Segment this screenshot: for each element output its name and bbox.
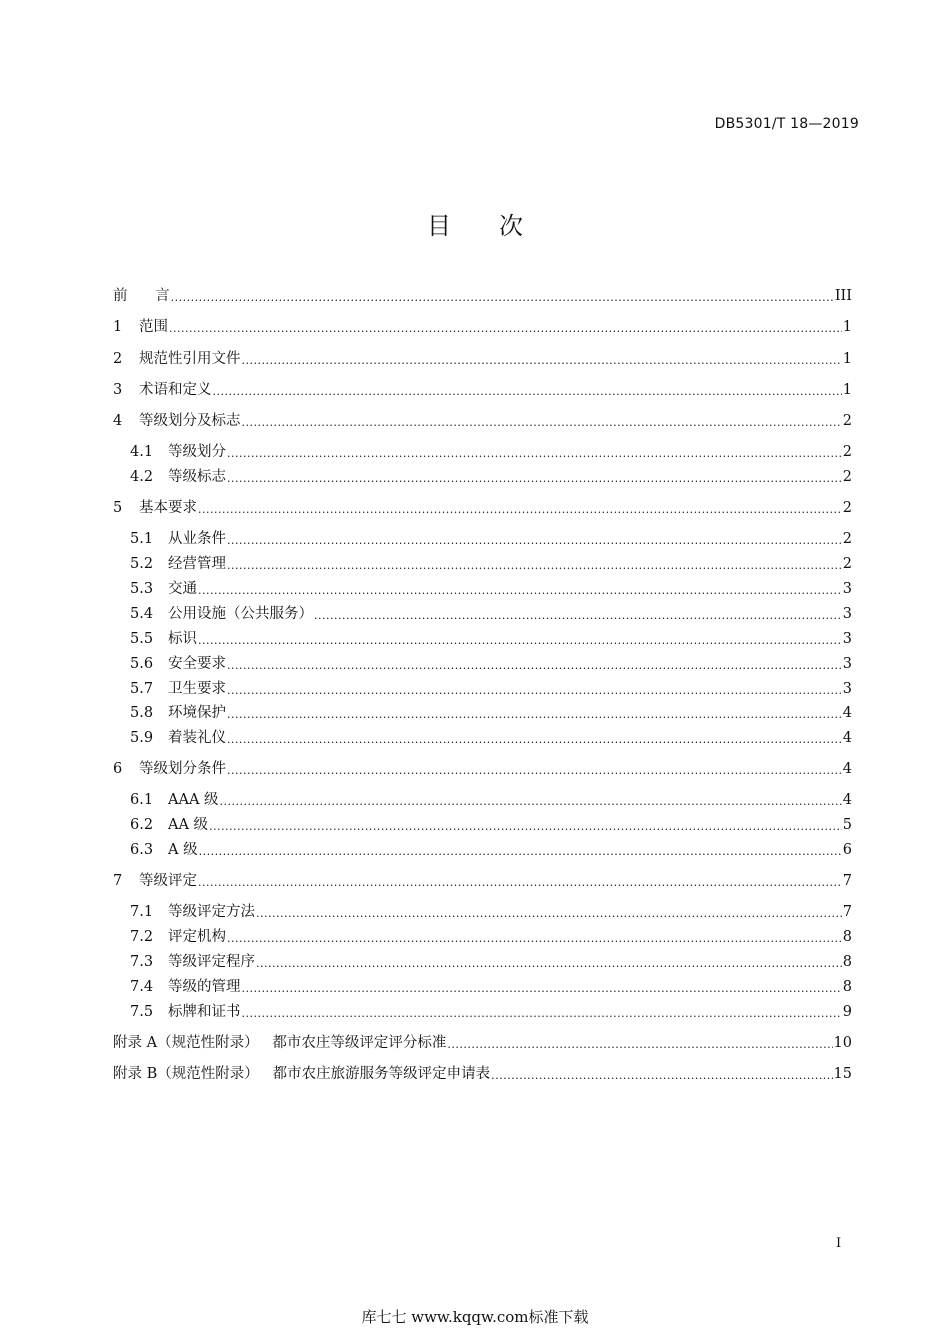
toc-entry-number: 附录 A（规范性附录） bbox=[113, 1035, 273, 1051]
toc-entry[interactable] bbox=[113, 410, 852, 432]
toc-leader-dots bbox=[227, 445, 842, 463]
toc-entry-label: 都市农庄旅游服务等级评定申请表 bbox=[272, 1066, 491, 1082]
toc-entry-page: 3 bbox=[842, 656, 852, 672]
toc-leader-dots bbox=[227, 470, 842, 488]
toc-leader-dots bbox=[227, 706, 842, 724]
toc-entry-number: 前 言 bbox=[113, 288, 170, 304]
toc-entry[interactable] bbox=[113, 870, 852, 892]
toc-entry-number: 5.9 bbox=[130, 730, 154, 746]
toc-entry-number: 7.4 bbox=[130, 979, 154, 995]
footer-watermark: 库七七 www.kqqw.com标准下载 bbox=[361, 1308, 589, 1326]
toc-entry-label: 公用设施（公共服务） bbox=[168, 606, 313, 622]
toc-entry-number: 6.3 bbox=[130, 842, 154, 858]
toc-entry[interactable] bbox=[113, 285, 852, 307]
toc-entry-number: 5.3 bbox=[130, 581, 154, 597]
toc-entry-number: 7.2 bbox=[130, 929, 154, 945]
toc-entry-label: 安全要求 bbox=[168, 656, 226, 672]
toc-entry-number: 6.1 bbox=[130, 792, 154, 808]
toc-leader-dots bbox=[227, 532, 842, 550]
toc-entry-number: 5.4 bbox=[130, 606, 154, 622]
toc-entry-page: 8 bbox=[842, 979, 852, 995]
toc-entry-number: 1 bbox=[113, 319, 123, 335]
toc-entry-label: 范围 bbox=[139, 319, 168, 335]
toc-entry-label: A 级 bbox=[168, 842, 198, 858]
toc-leader-dots bbox=[314, 607, 842, 625]
toc-entry-label: 着装礼仪 bbox=[168, 730, 226, 746]
toc-entry-number: 7.1 bbox=[130, 904, 154, 920]
toc-entry-label: 标识 bbox=[168, 631, 197, 647]
toc-entry-page: 2 bbox=[842, 413, 852, 429]
toc-entry-page: 2 bbox=[842, 500, 852, 516]
toc-entry-page: 3 bbox=[842, 606, 852, 622]
toc-entry-number: 6.2 bbox=[130, 817, 154, 833]
toc-leader-dots bbox=[227, 930, 842, 948]
toc-entry[interactable] bbox=[113, 379, 852, 401]
toc-entry[interactable] bbox=[113, 758, 852, 780]
toc-entry-number: 5.7 bbox=[130, 681, 154, 697]
toc-entry-page: 15 bbox=[833, 1066, 852, 1082]
toc-entry-page: 2 bbox=[842, 444, 852, 460]
toc-entry-label: 等级划分条件 bbox=[139, 761, 226, 777]
toc-entry-page: 6 bbox=[842, 842, 852, 858]
toc-entry[interactable] bbox=[113, 628, 852, 650]
toc-leader-dots bbox=[199, 843, 842, 861]
toc-entry-number: 5.1 bbox=[130, 531, 154, 547]
toc-leader-dots bbox=[242, 1005, 842, 1023]
toc-entry[interactable] bbox=[113, 814, 852, 836]
toc-leader-dots bbox=[242, 414, 842, 432]
toc-entry-page: 2 bbox=[842, 556, 852, 572]
toc-entry-page: 2 bbox=[842, 469, 852, 485]
toc-entry-label: 基本要求 bbox=[139, 500, 197, 516]
toc-leader-dots bbox=[198, 582, 842, 600]
toc-entry[interactable] bbox=[113, 926, 852, 948]
toc-entry-label: 都市农庄等级评定评分标准 bbox=[272, 1035, 447, 1051]
toc-entry[interactable] bbox=[113, 839, 852, 861]
toc-entry[interactable] bbox=[113, 466, 852, 488]
toc-entry-page: 3 bbox=[842, 631, 852, 647]
toc-leader-dots bbox=[447, 1036, 832, 1054]
toc-entry-label: 等级划分及标志 bbox=[139, 413, 241, 429]
toc-entry-page: 4 bbox=[842, 730, 852, 746]
toc-entry[interactable] bbox=[113, 789, 852, 811]
toc-entry-page: 1 bbox=[842, 382, 852, 398]
toc-entry-page: 5 bbox=[842, 817, 852, 833]
toc-leader-dots bbox=[242, 352, 842, 370]
toc-entry[interactable] bbox=[113, 1063, 852, 1085]
toc-entry-label: 等级评定程序 bbox=[168, 954, 255, 970]
toc-entry[interactable] bbox=[113, 1001, 852, 1023]
toc-entry-number: 5 bbox=[113, 500, 123, 516]
toc-entry-page: 4 bbox=[842, 705, 852, 721]
toc-entry-number: 7 bbox=[113, 873, 123, 889]
toc-leader-dots bbox=[198, 501, 842, 519]
toc-entry-page: 4 bbox=[842, 792, 852, 808]
document-code: DB5301/T 18—2019 bbox=[714, 116, 859, 132]
toc-entry-number: 3 bbox=[113, 382, 123, 398]
toc-entry-number: 7.3 bbox=[130, 954, 154, 970]
toc-leader-dots bbox=[256, 905, 842, 923]
page-number: I bbox=[836, 1236, 842, 1251]
toc-entry-number: 2 bbox=[113, 351, 123, 367]
toc-entry-label: 经营管理 bbox=[168, 556, 226, 572]
toc-entry-page: 2 bbox=[842, 531, 852, 547]
toc-entry[interactable] bbox=[113, 653, 852, 675]
toc-entry[interactable] bbox=[113, 316, 852, 338]
toc-entry[interactable] bbox=[113, 553, 852, 575]
toc-entry-page: 4 bbox=[842, 761, 852, 777]
toc-entry-label: 规范性引用文件 bbox=[139, 351, 241, 367]
toc-entry-page: 9 bbox=[842, 1004, 852, 1020]
toc-leader-dots bbox=[209, 818, 842, 836]
toc-entry-number: 5.6 bbox=[130, 656, 154, 672]
toc-entry-label: 等级划分 bbox=[168, 444, 226, 460]
toc-entry-number: 4 bbox=[113, 413, 123, 429]
toc-entry[interactable] bbox=[113, 441, 852, 463]
toc-leader-dots bbox=[227, 657, 842, 675]
toc-entry-number: 7.5 bbox=[130, 1004, 154, 1020]
toc-entry-label: AAA 级 bbox=[168, 792, 219, 808]
toc-entry-label: 交通 bbox=[168, 581, 197, 597]
toc-entry-page: 3 bbox=[842, 581, 852, 597]
page-title: 目次 bbox=[427, 212, 571, 240]
toc-entry-number: 6 bbox=[113, 761, 123, 777]
toc-entry-page: 7 bbox=[842, 904, 852, 920]
toc-entry-page: 1 bbox=[842, 351, 852, 367]
toc-entry[interactable] bbox=[113, 976, 852, 998]
toc-entry-number: 5.8 bbox=[130, 705, 154, 721]
toc-entry-label: 等级评定方法 bbox=[168, 904, 255, 920]
toc-entry-number: 4.2 bbox=[130, 469, 154, 485]
toc-entry-page: 8 bbox=[842, 954, 852, 970]
toc-entry-number: 5.5 bbox=[130, 631, 154, 647]
toc-entry-label: 标牌和证书 bbox=[168, 1004, 241, 1020]
toc-entry-label: 术语和定义 bbox=[139, 382, 212, 398]
toc-entry[interactable] bbox=[113, 678, 852, 700]
toc-entry-number: 4.1 bbox=[130, 444, 154, 460]
toc-entry-label: 等级标志 bbox=[168, 469, 226, 485]
toc-entry[interactable] bbox=[113, 528, 852, 550]
toc-leader-dots bbox=[491, 1067, 832, 1085]
toc-leader-dots bbox=[169, 320, 842, 338]
toc-entry[interactable] bbox=[113, 603, 852, 625]
toc-entry-page: III bbox=[834, 288, 852, 304]
toc-entry-label: 卫生要求 bbox=[168, 681, 226, 697]
toc-leader-dots bbox=[171, 289, 834, 307]
toc-entry-label: 等级的管理 bbox=[168, 979, 241, 995]
toc-entry[interactable] bbox=[113, 901, 852, 923]
toc-entry-page: 8 bbox=[842, 929, 852, 945]
toc-leader-dots bbox=[198, 632, 842, 650]
toc-leader-dots bbox=[198, 874, 842, 892]
toc-entry-label: 等级评定 bbox=[139, 873, 197, 889]
toc-entry-page: 7 bbox=[842, 873, 852, 889]
toc-leader-dots bbox=[256, 955, 842, 973]
toc-entry[interactable] bbox=[113, 951, 852, 973]
toc-entry[interactable] bbox=[113, 497, 852, 519]
toc-leader-dots bbox=[242, 980, 842, 998]
toc-leader-dots bbox=[220, 793, 842, 811]
toc-leader-dots bbox=[227, 682, 842, 700]
toc-leader-dots bbox=[227, 557, 842, 575]
toc-entry[interactable] bbox=[113, 578, 852, 600]
toc-entry-number: 5.2 bbox=[130, 556, 154, 572]
toc-entry-label: 从业条件 bbox=[168, 531, 226, 547]
toc-entry-label: AA 级 bbox=[168, 817, 209, 833]
toc-entry-page: 1 bbox=[842, 319, 852, 335]
toc-entry[interactable] bbox=[113, 702, 852, 724]
toc-entry-page: 10 bbox=[833, 1035, 852, 1051]
toc-entry[interactable] bbox=[113, 1032, 852, 1054]
toc-leader-dots bbox=[227, 762, 842, 780]
toc-entry[interactable] bbox=[113, 727, 852, 749]
toc-entry[interactable] bbox=[113, 348, 852, 370]
toc-entry-label: 环境保护 bbox=[168, 705, 226, 721]
toc-leader-dots bbox=[227, 731, 842, 749]
toc-entry-number: 附录 B（规范性附录） bbox=[113, 1066, 273, 1082]
toc-leader-dots bbox=[213, 383, 842, 401]
toc-entry-page: 3 bbox=[842, 681, 852, 697]
toc-entry-label: 评定机构 bbox=[168, 929, 226, 945]
